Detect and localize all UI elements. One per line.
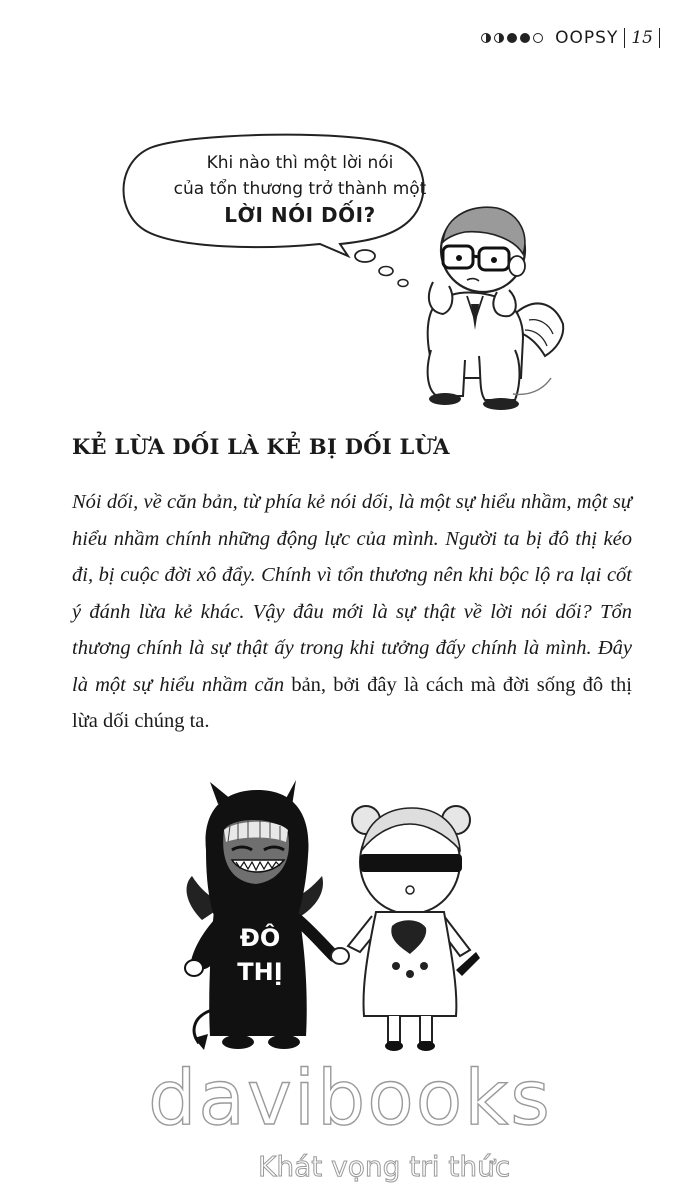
- running-title: OOPSY: [555, 28, 619, 48]
- devil-and-girl-illustration: [180, 780, 480, 1074]
- body-upright-text: bản, bởi đây là cách mà đời sống đô thị lừa dối chúng ta.: [72, 673, 632, 732]
- moon-phase-icon-1: [481, 33, 491, 43]
- shirt-text-line-2: THỊ: [237, 958, 283, 986]
- moon-phase-icon-4: [520, 33, 530, 43]
- body-paragraph: [72, 484, 632, 740]
- watermark: [0, 1053, 700, 1183]
- body-italic-text: Nói dối, về căn bản, từ phía kẻ nói dối, là một sự hiểu nhầm, một sự hiểu nhầm chính những động lực của mình. Người ta bị đô thị kéo đi, bị cuộc đời xô đẩy. Chính vì tổn thương nên khi bộc lộ ra lại cốt ý đánh lừa kẻ khác. Vậy đâu mới là sự thật về lời nói dối? Tổn thương chính là sự thật ấy trong khi tưởng đấy chính là mình. Đây là một sự hiểu nhầm căn: [72, 491, 632, 696]
- watermark-brand: davibooks: [148, 1053, 552, 1142]
- watermark-tagline: Khát vọng tri thức: [258, 1150, 511, 1183]
- moon-phase-icon: [481, 33, 543, 43]
- shirt-text-line-1: ĐÔ: [239, 924, 281, 952]
- bubble-line-2: của tổn thương trở thành một: [173, 179, 427, 199]
- illustration-drawing: [180, 780, 480, 1070]
- moon-phase-icon-5: [533, 33, 543, 43]
- angel-character-illustration: [405, 200, 575, 415]
- section-heading: KẺ LỪA DỐI LÀ KẺ BỊ DỐI LỪA: [72, 434, 450, 459]
- bubble-line-1: Khi nào thì một lời nói: [206, 153, 394, 173]
- running-header: [481, 28, 660, 48]
- moon-phase-icon-2: [494, 33, 504, 43]
- moon-phase-icon-3: [507, 33, 517, 43]
- page-number: 15: [624, 28, 660, 48]
- bubble-line-3: LỜI NÓI DỐI?: [224, 203, 376, 227]
